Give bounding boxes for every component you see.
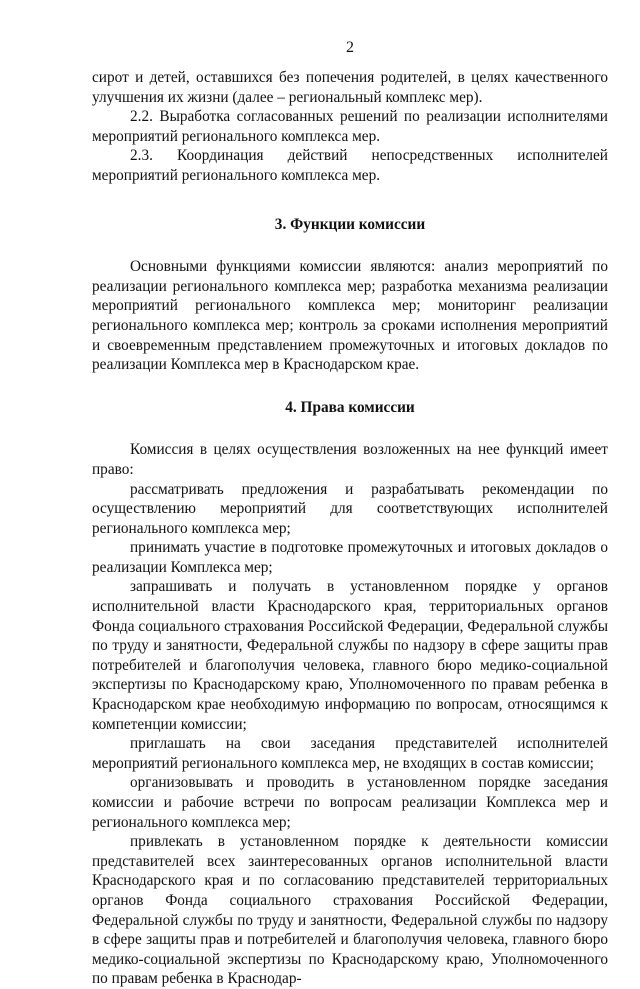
paragraph-right-review: рассматривать предложения и разрабатывать рекомендации по осуществлению мероприятий для соответствующих исполнителей регионального комплекса мер;	[92, 480, 608, 537]
paragraph-2-2: 2.2. Выработка согласованных решений по реализации исполнителями мероприятий регионального комплекса мер.	[92, 108, 608, 145]
paragraph-continuation: сирот и детей, оставшихся без попечения родителей, в целях качественного улучшения их жизни (далее – региональный комплекс мер).	[92, 69, 608, 106]
paragraph-functions: Основными функциями комиссии являются: анализ мероприятий по реализации регионального комплекса мер; разработка механизма реализации мероприятий регионального комплекса мер; мониторинг реализации регионального комплекса мер; контроль за сроками исполнения мероприятий и своевременным представлением промежуточных и итоговых докладов по реализации Комплекса мер в Краснодарском крае.	[92, 258, 608, 374]
paragraph-rights-intro: Комиссия в целях осуществления возложенных на нее функций имеет право:	[92, 441, 608, 478]
paragraph-right-involve: привлекать в установленном порядке к деятельности комиссии представителей всех заинтересованных органов исполнительной власти Краснодарского края и по согласованию представителей территориальных органов Фонда социального страхования Российской Федерации, Федеральной службы по труду и занятности, Федеральной службы по надзору в сфере защиты прав и потребителей и благополучия человека, главного бюро медико-социальной экспертизы по Краснодарскому краю, Уполномоченного по правам ребенка в Краснодар-	[92, 833, 608, 988]
section-heading-rights: 4. Права комиссии	[285, 398, 415, 416]
paragraph-right-meetings: организовывать и проводить в установленном порядке заседания комиссии и рабочие встречи по вопросам реализации Комплекса мер и регионального комплекса мер;	[92, 774, 608, 831]
paragraph-right-reports: принимать участие в подготовке промежуточных и итоговых докладов о реализации Комплекса мер;	[92, 539, 608, 576]
paragraph-right-invite: приглашать на свои заседания представителей исполнителей мероприятий регионального комплекса мер, не входящих в состав комиссии;	[92, 735, 608, 772]
document-page	[92, 38, 608, 989]
paragraph-right-request-info: запрашивать и получать в установленном порядке у органов исполнительной власти Краснодарского края, территориальных органов Фонда социального страхования Российской Федерации, Федеральной службы по труду и занятности, Федеральной службы по надзору в сфере защиты прав потребителей и благополучия человека, главного бюро медико-социальной экспертизы по Краснодарскому краю, Уполномоченного по правам ребенка в Краснодарском крае необходимую информацию по вопросам, относящимся к компетенции комиссии;	[92, 578, 608, 733]
section-heading-functions: 3. Функции комиссии	[274, 215, 426, 233]
page-number: 2	[346, 39, 354, 56]
paragraph-2-3: 2.3. Координация действий непосредственных исполнителей мероприятий регионального комплекса мер.	[92, 147, 608, 184]
